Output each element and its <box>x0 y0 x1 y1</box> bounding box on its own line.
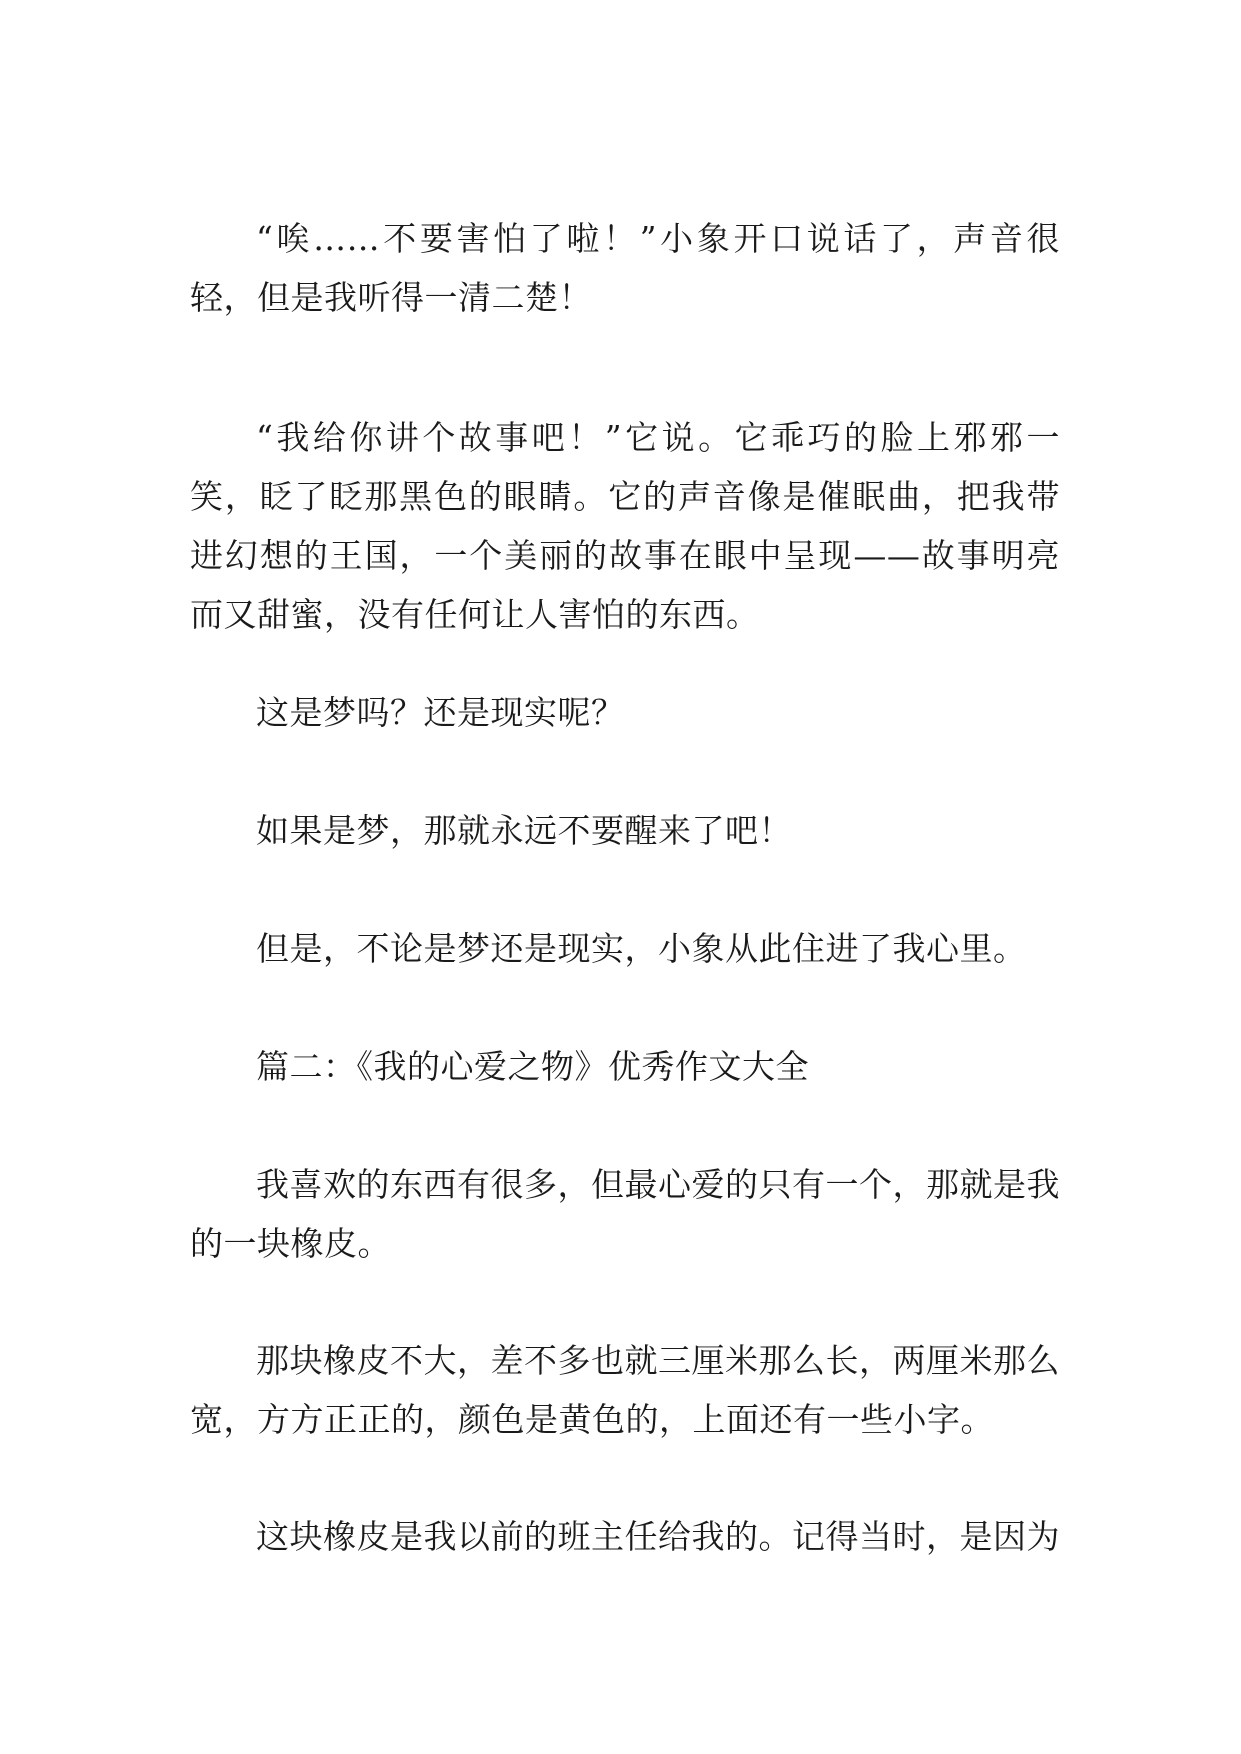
paragraph-elephant-in-heart: 但是，不论是梦还是现实，小象从此住进了我心里。 <box>256 929 1027 968</box>
paragraph-elephant-speaks: “唉……不要害怕了啦！”小象开口说话了，声音很轻，但是我听得一清二楚！ <box>190 219 1060 317</box>
paragraph-never-wake: 如果是梦，那就永远不要醒来了吧！ <box>256 811 792 850</box>
paragraph-dream-question: 这是梦吗？还是现实呢？ <box>256 693 625 732</box>
paragraph-eraser-origin: 这块橡皮是我以前的班主任给我的。记得当时，是因为 <box>256 1517 1060 1556</box>
paragraph-eraser-description: 那块橡皮不大，差不多也就三厘米那么长，两厘米那么宽，方方正正的，颜色是黄色的，上面还有一些小字。 <box>190 1341 1060 1439</box>
section-heading: 篇二：《我的心爱之物》优秀作文大全 <box>256 1047 809 1086</box>
paragraph-favorite-eraser: 我喜欢的东西有很多，但最心爱的只有一个，那就是我的一块橡皮。 <box>190 1165 1060 1263</box>
paragraph-story: “我给你讲个故事吧！”它说。它乖巧的脸上邪邪一笑，眨了眨那黑色的眼睛。它的声音像是催眠曲，把我带进幻想的王国，一个美丽的故事在眼中呈现——故事明亮而又甜蜜，没有任何让人害怕的东西。 <box>190 418 1060 634</box>
